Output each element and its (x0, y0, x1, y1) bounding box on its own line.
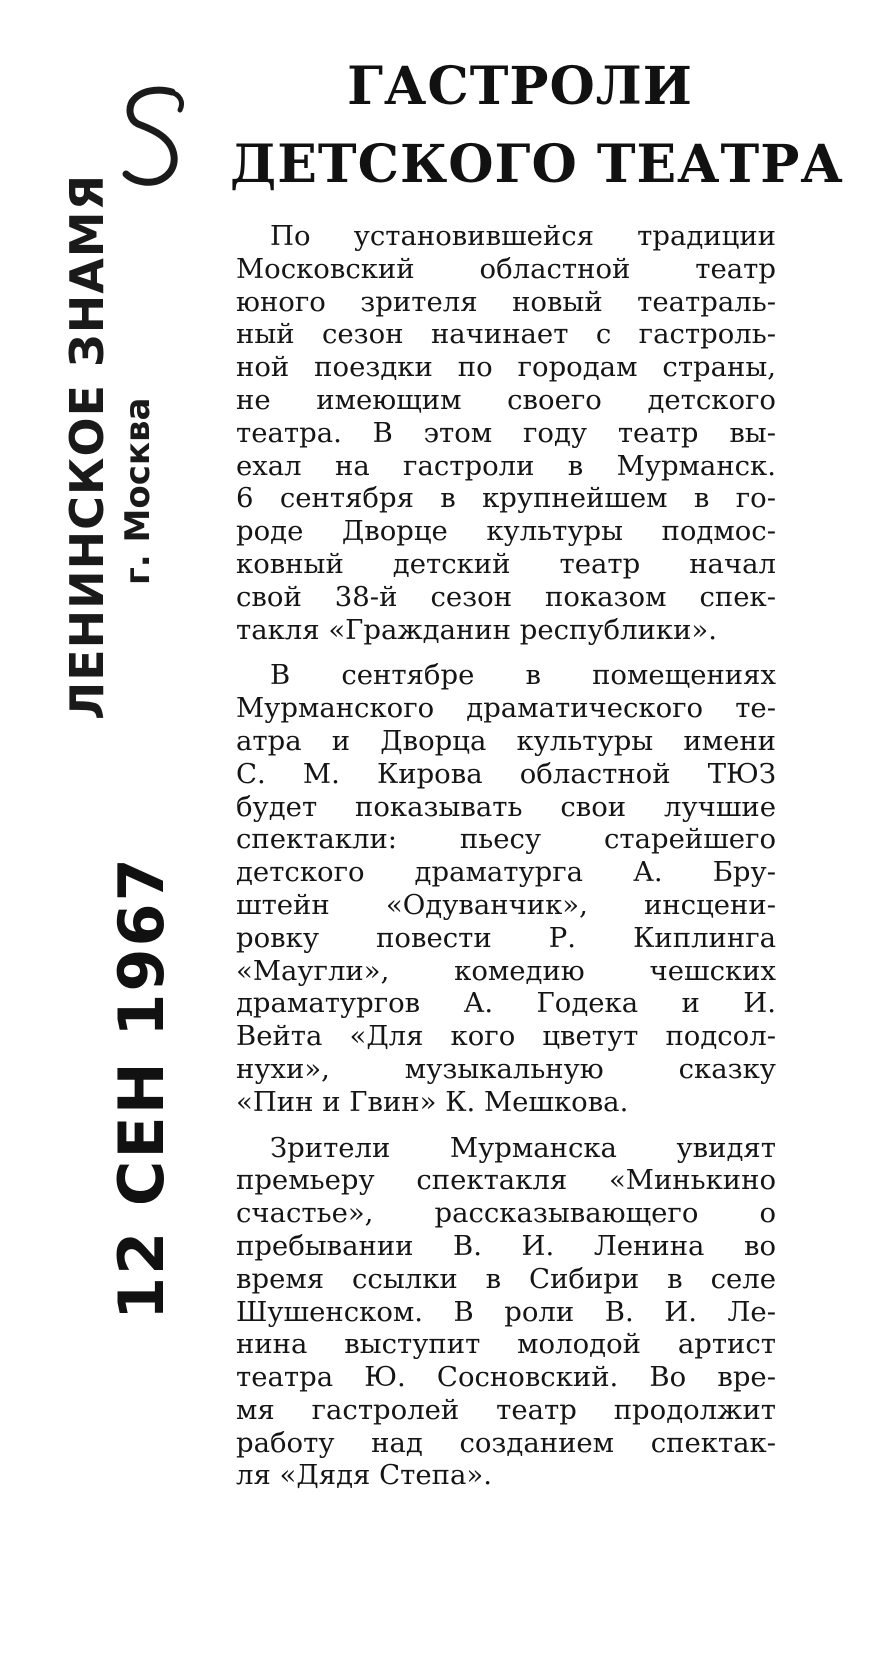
article-line: ный сезон начинает с гастроль- (236, 318, 776, 351)
article-line: штейн «Одуванчик», инсцени- (236, 888, 776, 921)
article-line: такля «Гражданин республики». (236, 613, 717, 646)
article-line: не имеющим своего детского (236, 383, 776, 416)
article-line: пребывании В. И. Ленина во (236, 1229, 776, 1262)
newspaper-stamp: ЛЕНИНСКОЕ ЗНАМЯ (60, 174, 114, 720)
article-line: нина выступит молодой артист (236, 1328, 776, 1361)
article-line: будет показывать свои лучшие (236, 790, 776, 823)
article-line: драматургов А. Годека и И. (236, 987, 776, 1020)
article-line: ной поездки по городам страны, (236, 351, 776, 384)
headline (230, 48, 844, 204)
article-body (236, 220, 776, 1505)
headline-line-2: ДЕТСКОГО ТЕАТРА (230, 134, 844, 195)
article-line: «Пин и Гвин» К. Мешкова. (236, 1085, 629, 1118)
article-line: время ссылки в Сибири в селе (236, 1262, 776, 1295)
article-line: театра. В этом году театр вы- (236, 416, 776, 449)
article-line: свой 38-й сезон показом спек- (236, 580, 776, 613)
article-line: ровку повести Р. Киплинга (236, 921, 776, 954)
article-line: работу над созданием спектак- (236, 1426, 776, 1459)
article-line: По установившейся традиции (270, 220, 776, 252)
article-line: ехал на гастроли в Мурманск. (236, 449, 776, 482)
article-line: ля «Дядя Степа». (236, 1459, 492, 1492)
article-line: Зрители Мурманска увидят (270, 1131, 776, 1164)
date-stamp: 12 СЕН 1967 (105, 856, 178, 1320)
article-line: детского драматурга А. Бру- (236, 856, 776, 889)
article-line: С. М. Кирова областной ТЮЗ (236, 757, 776, 790)
article-line: 6 сентября в крупнейшем в го- (236, 482, 776, 515)
article-line: ковный детский театр начал (236, 547, 776, 580)
article-paragraph (236, 220, 776, 646)
article-line: счастье», рассказывающего о (236, 1197, 776, 1230)
handwritten-mark-icon (110, 80, 200, 190)
article-line: роде Дворце культуры подмос- (236, 515, 776, 548)
article-line: Вейта «Для кого цветут подсол- (236, 1020, 776, 1053)
article-line: спектакли: пьесу старейшего (236, 823, 776, 856)
article-line: атра и Дворца культуры имени (236, 724, 776, 757)
article-line: Шушенском. В роли В. И. Ле- (236, 1295, 776, 1328)
article-line: Мурманского драматического те- (236, 692, 776, 725)
article-line: премьеру спектакля «Минькино (236, 1164, 776, 1197)
article-line: нухи», музыкальную сказку (236, 1052, 776, 1085)
article-line: «Маугли», комедию чешских (236, 954, 776, 987)
article-paragraph (236, 659, 776, 1118)
article-line: Московский областной театр (236, 252, 776, 285)
article-line: юного зрителя новый театраль- (236, 285, 776, 318)
article-line: театра Ю. Сосновский. Во вре- (236, 1361, 776, 1394)
city-stamp: г. Москва (118, 397, 158, 585)
article-paragraph (236, 1132, 776, 1493)
headline-line-1: ГАСТРОЛИ (347, 56, 693, 117)
article-line: мя гастролей театр продолжит (236, 1393, 776, 1426)
article-line: В сентябре в помещениях (270, 659, 776, 692)
